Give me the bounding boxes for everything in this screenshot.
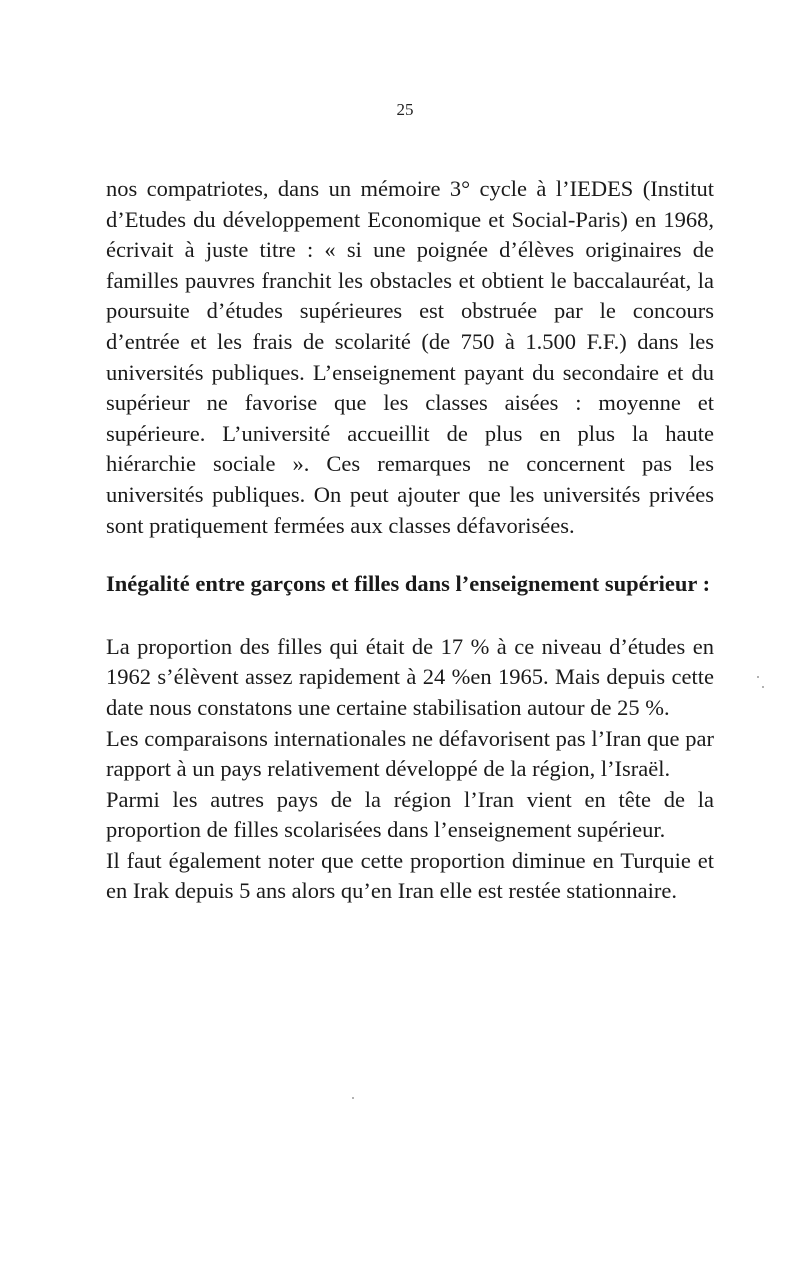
paragraph-2: La proportion des filles qui était de 17 % à ce niveau d’études en 1962 s’élèvent assez rapidement à 24 %en 1965. Mais depuis cette date nous constatons une certaine stabilisation autour de 25 %. [106, 633, 714, 720]
paragraph-4: Parmi les autres pays de la région l’Iran vient en tête de la proportion de filles scolarisées dans l’enseignement supérieur. [106, 786, 714, 843]
paragraph-5: Il faut également noter que cette proportion diminue en Turquie et en Irak depuis 5 ans alors qu’en Iran elle est restée stationnaire. [106, 847, 714, 904]
scan-speck [757, 676, 759, 678]
paragraph-3: Les comparaisons internationales ne défavorisent pas l’Iran que par rapport à un pays relativement développé de la région, l’Israël. [106, 725, 714, 782]
section-heading: Inégalité entre garçons et filles dans l’enseignement supérieur : [106, 571, 711, 597]
scan-speck [352, 1097, 354, 1099]
paragraph-1: nos compatriotes, dans un mémoire 3° cycle à l’IEDES (Institut d’Etudes du développement Economique et Social-Paris) en 1968, écrivait à juste titre : « si une poignée d’élèves originaires de familles pauvres franchit les obstacles et obtient le baccalauréat, la poursuite d’études supérieures est obstruée par le concours d’entrée et les frais de scolarité (de 750 à 1.500 F.F.) dans les universités publiques. L’enseignement payant du secondaire et du supérieur ne favorise que les classes aisées : moyenne et supérieure. L’université accueillit de plus en plus la haute hiérarchie sociale ». Ces remarques ne concernent pas les universités publiques. On peut ajouter que les universités privées sont pratiquement fermées aux classes défavorisées. [106, 176, 714, 538]
scan-speck [762, 686, 764, 688]
page-number: 25 [396, 100, 414, 119]
body-text [106, 174, 714, 907]
